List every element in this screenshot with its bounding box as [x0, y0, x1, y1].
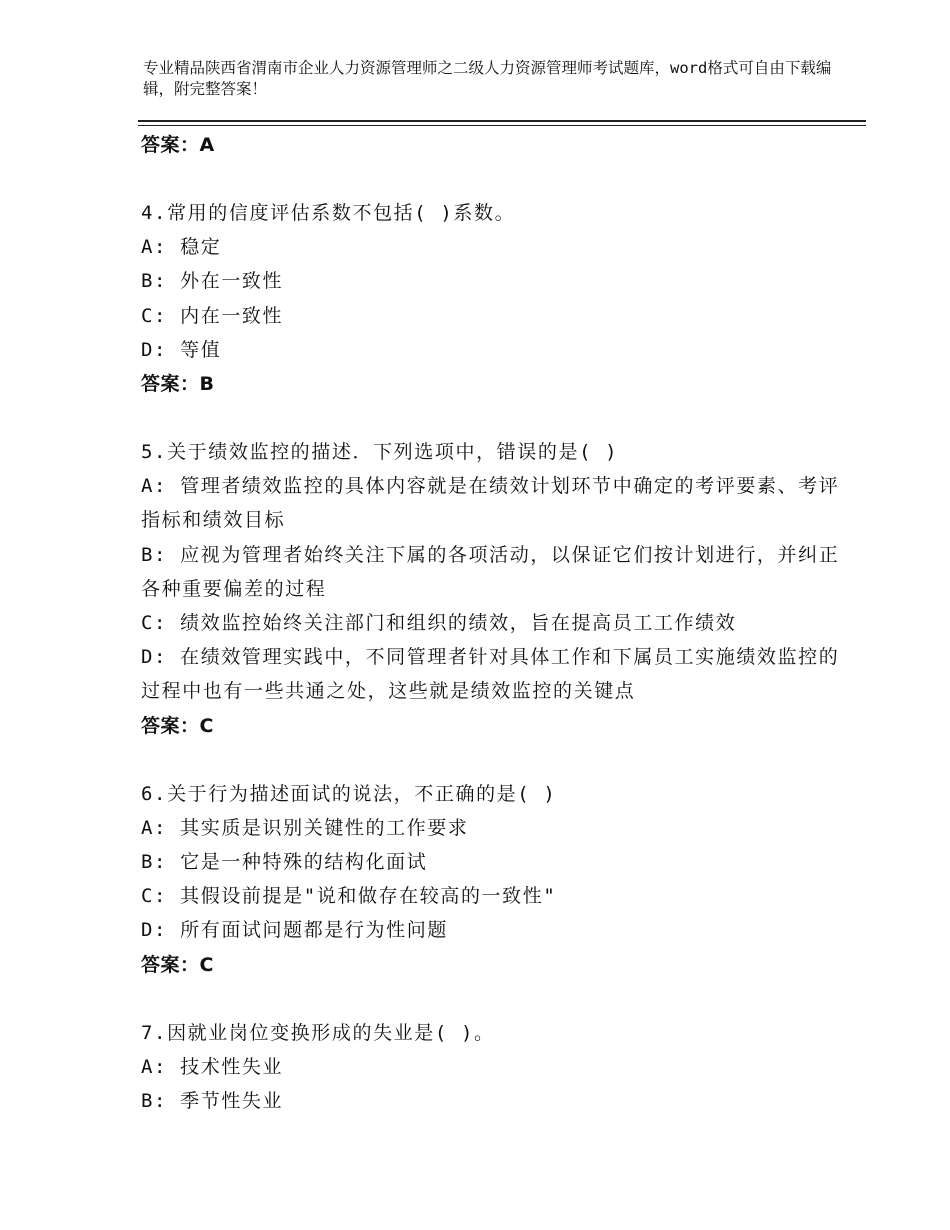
option-b: B: 外在一致性	[141, 270, 284, 293]
header-rule-thick	[138, 120, 866, 122]
answer-value: C	[199, 714, 214, 737]
option-d: D: 等值	[141, 338, 222, 361]
answer-label: 答案：	[141, 714, 200, 737]
answer-label: 答案：	[141, 134, 200, 156]
option-d: D: 所有面试问题都是行为性问题	[141, 919, 448, 942]
option-a: A: 技术性失业	[141, 1055, 284, 1078]
answer-value: B	[199, 373, 215, 396]
option-c: C: 内在一致性	[141, 304, 284, 327]
answer-line	[141, 709, 841, 743]
question-text: 6.关于行为描述面试的说法，不正确的是( )	[141, 782, 557, 805]
option-b: B: 季节性失业	[141, 1090, 284, 1113]
question-5	[141, 435, 841, 743]
question-list	[141, 128, 841, 1118]
option-a: A: 其实质是识别关键性的工作要求	[141, 816, 469, 839]
answer-line	[141, 948, 841, 982]
question-6	[141, 777, 841, 982]
option-a: A: 稳定	[141, 236, 222, 259]
answer-value: C	[199, 953, 214, 976]
option-b: B: 应视为管理者始终关注下属的各项活动，以保证它们按计划进行，并纠正各种重要偏差的过程	[141, 543, 840, 600]
document-header: 专业精品陕西省渭南市企业人力资源管理师之二级人力资源管理师考试题库，word格式可自由下载编辑，附完整答案！	[143, 59, 832, 98]
question-text: 7.因就业岗位变换形成的失业是( )。	[141, 1021, 495, 1044]
answer-line	[141, 367, 841, 401]
option-b: B: 它是一种特殊的结构化面试	[141, 851, 428, 874]
question-text: 4.常用的信度评估系数不包括( )系数。	[141, 202, 516, 224]
answer-value: A	[199, 134, 215, 156]
header-rule-thin	[138, 125, 866, 126]
option-d: D: 在绩效管理实践中，不同管理者针对具体工作和下属员工实施绩效监控的过程中也有一些共通之处，这些就是绩效监控的关键点	[141, 646, 840, 703]
question-7	[141, 1016, 841, 1119]
question-text: 5.关于绩效监控的描述．下列选项中，错误的是( )	[141, 441, 619, 464]
answer-label: 答案：	[141, 373, 200, 396]
option-a: A: 管理者绩效监控的具体内容就是在绩效计划环节中确定的考评要素、考评指标和绩效目标	[141, 475, 840, 532]
option-c: C: 绩效监控始终关注部门和组织的绩效，旨在提高员工工作绩效	[141, 612, 737, 635]
option-c: C: 其假设前提是"说和做存在较高的一致性"	[141, 885, 557, 908]
answer-label: 答案：	[141, 953, 200, 976]
question-4	[141, 196, 841, 401]
answer-line	[141, 128, 841, 162]
